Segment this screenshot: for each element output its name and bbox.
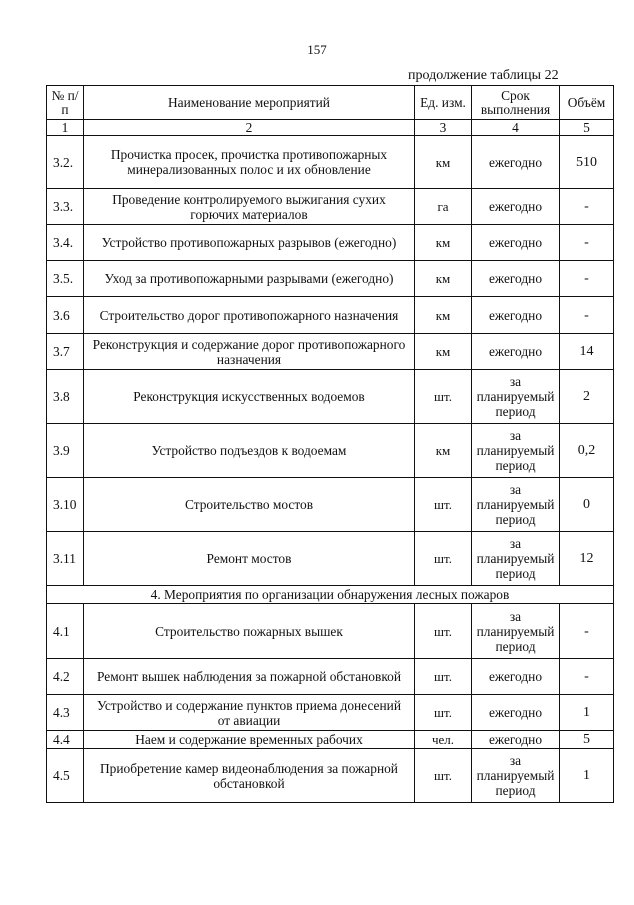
- row-unit: шт.: [415, 659, 472, 695]
- column-number: 2: [84, 120, 415, 136]
- row-volume: 14: [560, 334, 614, 370]
- row-unit: шт.: [415, 695, 472, 731]
- row-name: Реконструкция и содержание дорог противопожарного назначения: [84, 334, 415, 370]
- row-period: ежегодно: [472, 731, 560, 749]
- row-period: ежегодно: [472, 261, 560, 297]
- row-volume: 2: [560, 370, 614, 424]
- column-number: 3: [415, 120, 472, 136]
- row-unit: км: [415, 225, 472, 261]
- column-number: 4: [472, 120, 560, 136]
- row-name: Проведение контролируемого выжигания сухих горючих материалов: [84, 189, 415, 225]
- row-number: 3.3.: [47, 189, 84, 225]
- row-name: Строительство пожарных вышек: [84, 604, 415, 659]
- row-name: Устройство противопожарных разрывов (ежегодно): [84, 225, 415, 261]
- row-period: ежегодно: [472, 297, 560, 334]
- header-name: Наименование мероприятий: [84, 86, 415, 120]
- row-number: 3.10: [47, 478, 84, 532]
- table-row: [47, 189, 614, 225]
- row-name: Реконструкция искусственных водоемов: [84, 370, 415, 424]
- table-row: [47, 136, 614, 189]
- row-volume: 5: [560, 731, 614, 749]
- row-number: 3.7: [47, 334, 84, 370]
- row-name: Уход за противопожарными разрывами (ежегодно): [84, 261, 415, 297]
- row-number: 4.4: [47, 731, 84, 749]
- row-period: за планируемый период: [472, 424, 560, 478]
- table-row: [47, 731, 614, 749]
- row-name: Ремонт вышек наблюдения за пожарной обстановкой: [84, 659, 415, 695]
- row-unit: чел.: [415, 731, 472, 749]
- table-row: [47, 478, 614, 532]
- table-row: [47, 695, 614, 731]
- row-name: Наем и содержание временных рабочих: [84, 731, 415, 749]
- row-volume: 0,2: [560, 424, 614, 478]
- section-header-row: [47, 586, 614, 604]
- row-unit: га: [415, 189, 472, 225]
- row-volume: 12: [560, 532, 614, 586]
- table-row: [47, 225, 614, 261]
- table-row: [47, 297, 614, 334]
- row-volume: -: [560, 297, 614, 334]
- row-number: 3.4.: [47, 225, 84, 261]
- row-name: Строительство мостов: [84, 478, 415, 532]
- row-volume: -: [560, 189, 614, 225]
- header-period: Срок выполнения: [472, 86, 560, 120]
- row-name: Строительство дорог противопожарного назначения: [84, 297, 415, 334]
- row-period: за планируемый период: [472, 749, 560, 803]
- column-number-row: [47, 120, 614, 136]
- column-number: 5: [560, 120, 614, 136]
- row-number: 4.5: [47, 749, 84, 803]
- row-number: 4.3: [47, 695, 84, 731]
- row-period: ежегодно: [472, 189, 560, 225]
- row-number: 3.5.: [47, 261, 84, 297]
- column-number: 1: [47, 120, 84, 136]
- table-row: [47, 261, 614, 297]
- table-row: [47, 424, 614, 478]
- table-row: [47, 532, 614, 586]
- row-number: 3.11: [47, 532, 84, 586]
- row-number: 3.8: [47, 370, 84, 424]
- row-volume: -: [560, 659, 614, 695]
- row-volume: -: [560, 225, 614, 261]
- row-unit: шт.: [415, 749, 472, 803]
- row-period: за планируемый период: [472, 478, 560, 532]
- row-number: 4.1: [47, 604, 84, 659]
- row-period: ежегодно: [472, 659, 560, 695]
- table-header-row: [47, 86, 614, 120]
- table-row: [47, 659, 614, 695]
- row-period: за планируемый период: [472, 532, 560, 586]
- row-unit: шт.: [415, 370, 472, 424]
- row-volume: -: [560, 261, 614, 297]
- measures-table: [46, 85, 614, 803]
- row-unit: шт.: [415, 478, 472, 532]
- header-number: № п/п: [47, 86, 84, 120]
- row-unit: км: [415, 261, 472, 297]
- table-continuation-label: продолжение таблицы 22: [408, 68, 559, 83]
- table-row: [47, 334, 614, 370]
- row-unit: шт.: [415, 604, 472, 659]
- row-volume: -: [560, 604, 614, 659]
- table-row: [47, 370, 614, 424]
- page-number: 157: [307, 42, 327, 57]
- table-row: [47, 604, 614, 659]
- row-period: ежегодно: [472, 136, 560, 189]
- row-period: ежегодно: [472, 225, 560, 261]
- row-number: 3.6: [47, 297, 84, 334]
- row-period: за планируемый период: [472, 604, 560, 659]
- row-unit: км: [415, 334, 472, 370]
- row-unit: км: [415, 136, 472, 189]
- row-unit: км: [415, 424, 472, 478]
- row-volume: 0: [560, 478, 614, 532]
- row-period: ежегодно: [472, 695, 560, 731]
- row-name: Приобретение камер видеонаблюдения за пожарной обстановкой: [84, 749, 415, 803]
- table-row: [47, 749, 614, 803]
- row-name: Ремонт мостов: [84, 532, 415, 586]
- row-name: Устройство подъездов к водоемам: [84, 424, 415, 478]
- row-volume: 1: [560, 749, 614, 803]
- row-name: Устройство и содержание пунктов приема донесений от авиации: [84, 695, 415, 731]
- section-title: 4. Мероприятия по организации обнаружения лесных пожаров: [47, 586, 614, 604]
- row-unit: шт.: [415, 532, 472, 586]
- row-name: Прочистка просек, прочистка противопожарных минерализованных полос и их обновление: [84, 136, 415, 189]
- row-volume: 510: [560, 136, 614, 189]
- row-number: 4.2: [47, 659, 84, 695]
- row-unit: км: [415, 297, 472, 334]
- row-period: за планируемый период: [472, 370, 560, 424]
- row-number: 3.2.: [47, 136, 84, 189]
- header-volume: Объём: [560, 86, 614, 120]
- header-unit: Ед. изм.: [415, 86, 472, 120]
- row-volume: 1: [560, 695, 614, 731]
- row-number: 3.9: [47, 424, 84, 478]
- row-period: ежегодно: [472, 334, 560, 370]
